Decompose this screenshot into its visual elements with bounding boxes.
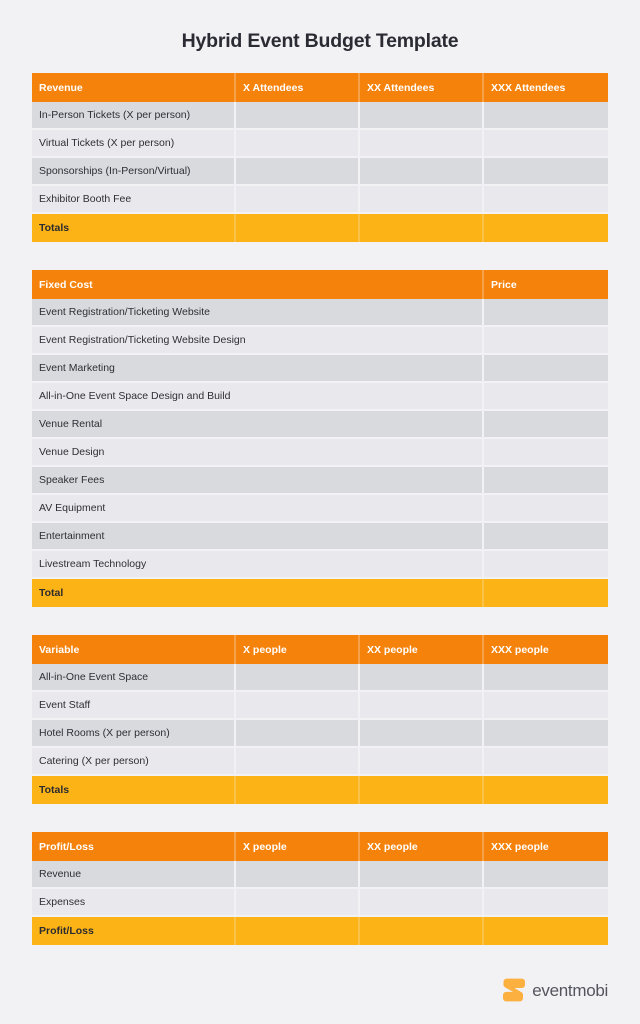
column-header: XXX people xyxy=(484,832,608,861)
table-header-row xyxy=(32,270,608,299)
value-cell[interactable] xyxy=(236,102,360,130)
value-cell[interactable] xyxy=(236,664,360,692)
value-cell[interactable] xyxy=(236,720,360,748)
row-label-cell: Speaker Fees xyxy=(32,467,484,495)
table-row xyxy=(32,748,608,776)
row-label-cell: Sponsorships (In-Person/Virtual) xyxy=(32,158,236,186)
table-row xyxy=(32,551,608,579)
total-value-cell[interactable] xyxy=(236,214,360,242)
value-cell[interactable] xyxy=(484,327,608,355)
eventmobi-wordmark: eventmobi xyxy=(532,980,608,1000)
table-header-row xyxy=(32,832,608,861)
column-header: XXX people xyxy=(484,635,608,664)
column-header: X people xyxy=(236,832,360,861)
total-value-cell[interactable] xyxy=(236,776,360,804)
table-revenue xyxy=(32,73,608,242)
column-header: XX people xyxy=(360,832,484,861)
column-header: Price xyxy=(484,270,608,299)
total-value-cell[interactable] xyxy=(484,579,608,607)
row-label-cell: All-in-One Event Space xyxy=(32,664,236,692)
table-row xyxy=(32,861,608,889)
value-cell[interactable] xyxy=(484,411,608,439)
table-total-row xyxy=(32,214,608,242)
value-cell[interactable] xyxy=(484,158,608,186)
table-row xyxy=(32,664,608,692)
column-header: XXX Attendees xyxy=(484,73,608,102)
table-row xyxy=(32,495,608,523)
row-label-cell: Entertainment xyxy=(32,523,484,551)
value-cell[interactable] xyxy=(236,692,360,720)
column-header: Fixed Cost xyxy=(32,270,484,299)
total-value-cell[interactable] xyxy=(484,776,608,804)
value-cell[interactable] xyxy=(360,664,484,692)
value-cell[interactable] xyxy=(484,495,608,523)
table-row xyxy=(32,130,608,158)
value-cell[interactable] xyxy=(484,551,608,579)
column-header: Profit/Loss xyxy=(32,832,236,861)
total-label-cell: Profit/Loss xyxy=(32,917,236,945)
row-label-cell: Virtual Tickets (X per person) xyxy=(32,130,236,158)
total-value-cell[interactable] xyxy=(360,776,484,804)
value-cell[interactable] xyxy=(484,720,608,748)
column-header: Revenue xyxy=(32,73,236,102)
value-cell[interactable] xyxy=(236,130,360,158)
value-cell[interactable] xyxy=(236,748,360,776)
value-cell[interactable] xyxy=(236,861,360,889)
row-label-cell: Venue Design xyxy=(32,439,484,467)
value-cell[interactable] xyxy=(360,158,484,186)
table-row xyxy=(32,186,608,214)
value-cell[interactable] xyxy=(360,889,484,917)
total-label-cell: Total xyxy=(32,579,484,607)
value-cell[interactable] xyxy=(484,889,608,917)
value-cell[interactable] xyxy=(484,355,608,383)
total-value-cell[interactable] xyxy=(236,917,360,945)
value-cell[interactable] xyxy=(484,130,608,158)
footer-logo xyxy=(503,978,608,1002)
table-row xyxy=(32,383,608,411)
column-header: XX Attendees xyxy=(360,73,484,102)
row-label-cell: All-in-One Event Space Design and Build xyxy=(32,383,484,411)
table-row xyxy=(32,299,608,327)
value-cell[interactable] xyxy=(484,861,608,889)
row-label-cell: Livestream Technology xyxy=(32,551,484,579)
row-label-cell: Revenue xyxy=(32,861,236,889)
total-value-cell[interactable] xyxy=(484,214,608,242)
value-cell[interactable] xyxy=(236,186,360,214)
table-header-row xyxy=(32,635,608,664)
row-label-cell: AV Equipment xyxy=(32,495,484,523)
table-total-row xyxy=(32,579,608,607)
column-header: XX people xyxy=(360,635,484,664)
row-label-cell: In-Person Tickets (X per person) xyxy=(32,102,236,130)
value-cell[interactable] xyxy=(484,186,608,214)
row-label-cell: Event Registration/Ticketing Website xyxy=(32,299,484,327)
table-variable xyxy=(32,635,608,804)
table-total-row xyxy=(32,917,608,945)
row-label-cell: Exhibitor Booth Fee xyxy=(32,186,236,214)
value-cell[interactable] xyxy=(484,299,608,327)
value-cell[interactable] xyxy=(484,383,608,411)
column-header: Variable xyxy=(32,635,236,664)
row-label-cell: Event Marketing xyxy=(32,355,484,383)
tables-container xyxy=(0,73,640,945)
value-cell[interactable] xyxy=(484,664,608,692)
value-cell[interactable] xyxy=(236,158,360,186)
table-total-row xyxy=(32,776,608,804)
table-row xyxy=(32,692,608,720)
table-row xyxy=(32,439,608,467)
value-cell[interactable] xyxy=(484,748,608,776)
column-header: X people xyxy=(236,635,360,664)
value-cell[interactable] xyxy=(236,889,360,917)
total-label-cell: Totals xyxy=(32,776,236,804)
value-cell[interactable] xyxy=(484,102,608,130)
row-label-cell: Event Registration/Ticketing Website Design xyxy=(32,327,484,355)
row-label-cell: Event Staff xyxy=(32,692,236,720)
table-row xyxy=(32,720,608,748)
value-cell[interactable] xyxy=(360,130,484,158)
value-cell[interactable] xyxy=(360,861,484,889)
total-label-cell: Totals xyxy=(32,214,236,242)
value-cell[interactable] xyxy=(360,186,484,214)
value-cell[interactable] xyxy=(484,439,608,467)
row-label-cell: Catering (X per person) xyxy=(32,748,236,776)
table-row xyxy=(32,467,608,495)
eventmobi-sigma-icon xyxy=(503,978,525,1002)
total-value-cell[interactable] xyxy=(360,917,484,945)
table-header-row xyxy=(32,73,608,102)
value-cell[interactable] xyxy=(360,748,484,776)
value-cell[interactable] xyxy=(484,523,608,551)
table-row xyxy=(32,102,608,130)
table-row xyxy=(32,889,608,917)
table-fixed-cost xyxy=(32,270,608,607)
table-row xyxy=(32,158,608,186)
table-profit-loss xyxy=(32,832,608,945)
column-header: X Attendees xyxy=(236,73,360,102)
page-title: Hybrid Event Budget Template xyxy=(181,30,459,52)
table-row xyxy=(32,327,608,355)
total-value-cell[interactable] xyxy=(360,214,484,242)
value-cell[interactable] xyxy=(360,692,484,720)
value-cell[interactable] xyxy=(484,467,608,495)
value-cell[interactable] xyxy=(484,692,608,720)
value-cell[interactable] xyxy=(360,720,484,748)
table-row xyxy=(32,355,608,383)
table-row xyxy=(32,411,608,439)
total-value-cell[interactable] xyxy=(484,917,608,945)
row-label-cell: Venue Rental xyxy=(32,411,484,439)
table-row xyxy=(32,523,608,551)
row-label-cell: Hotel Rooms (X per person) xyxy=(32,720,236,748)
row-label-cell: Expenses xyxy=(32,889,236,917)
value-cell[interactable] xyxy=(360,102,484,130)
